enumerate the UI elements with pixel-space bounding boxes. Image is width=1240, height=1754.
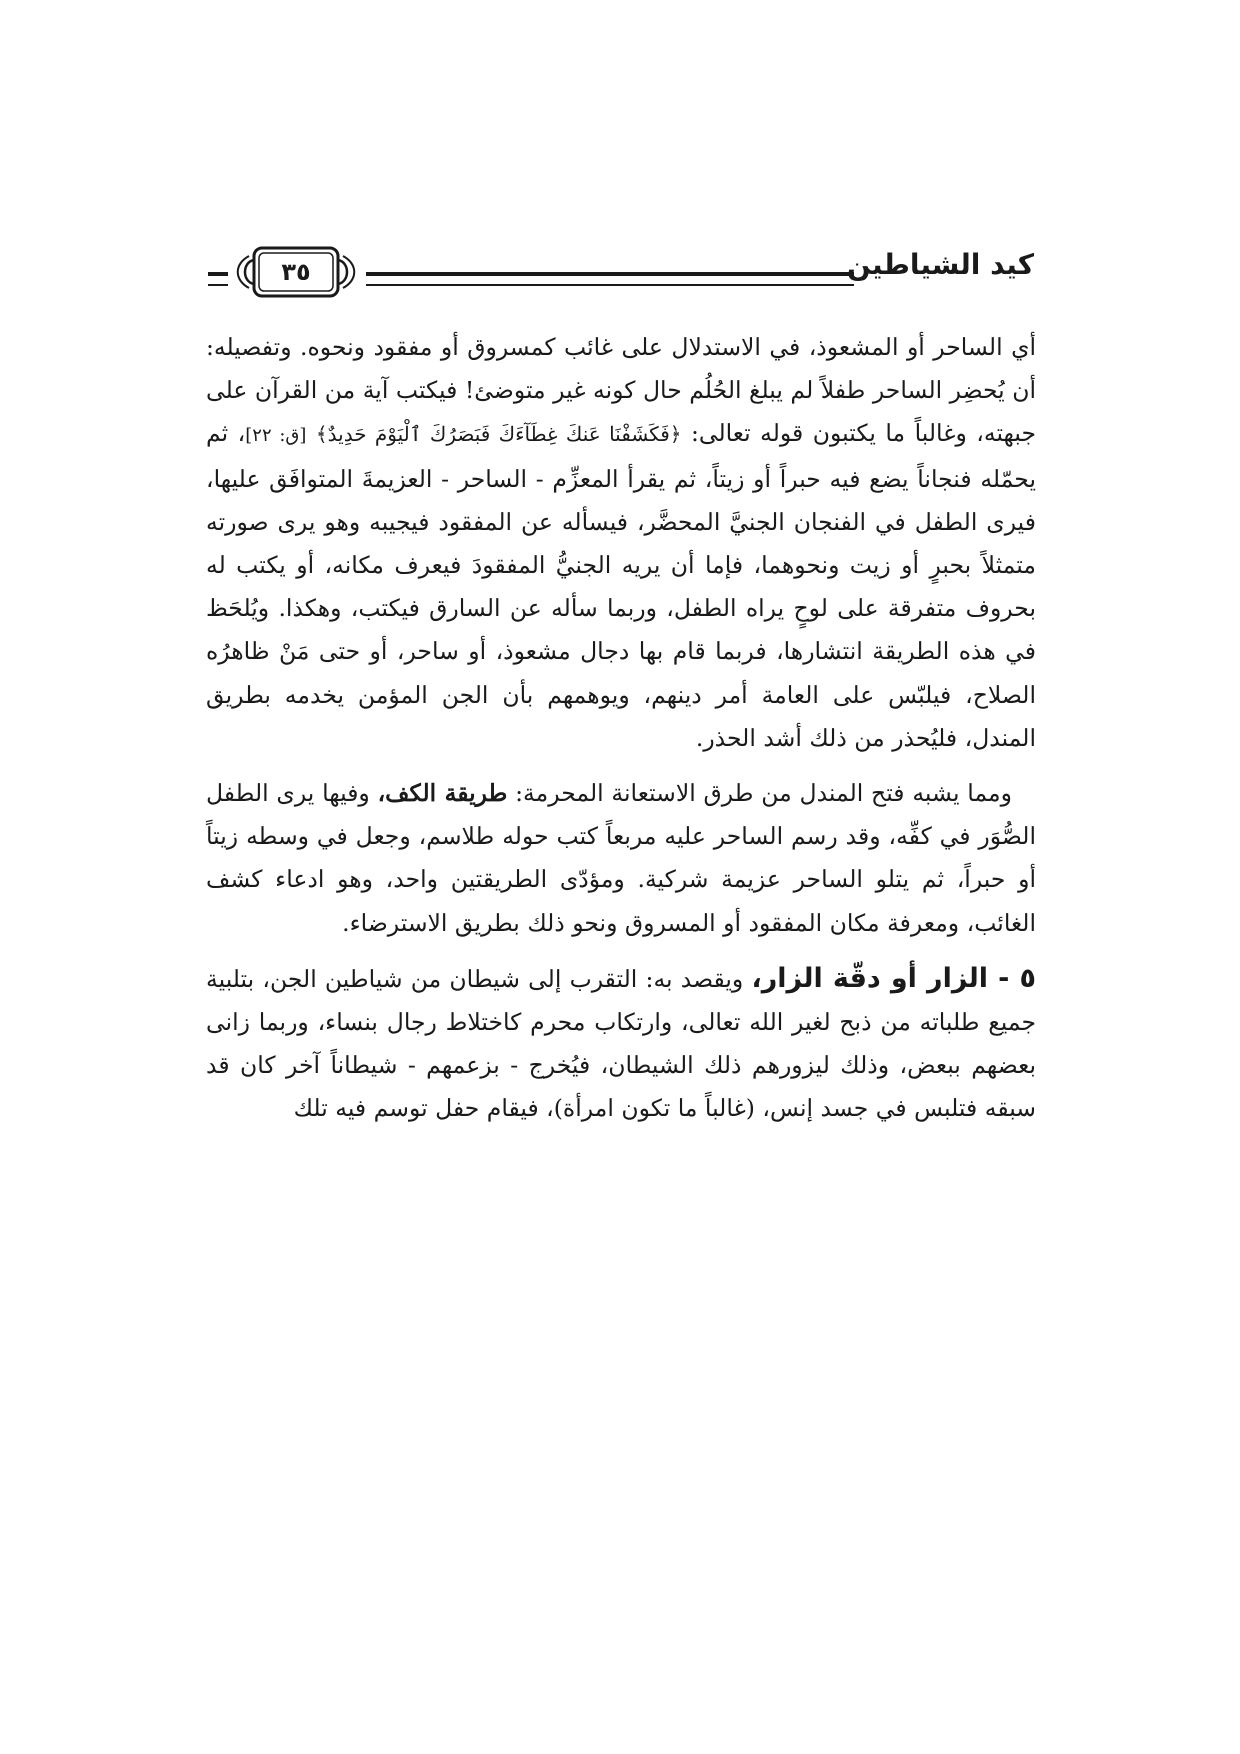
running-title: كيد الشياطين bbox=[846, 248, 1034, 281]
section-heading: الزار أو دقّة الزار، bbox=[751, 962, 989, 994]
verse-reference: [ق: ٢٢] bbox=[245, 425, 307, 447]
paragraph-text: ، ثم يحمّله فنجاناً يضع فيه حبراً أو زيتاً، ثم يقرأ المعزِّم - الساحر - العزيمةَ المتوافَق عليها، فيرى الطفل في الفنجان الجنيَّ المحضَّر، فيسأله عن المفقود فيجيبه وهو يرى صورته متمثلاً بحبرٍ أو زيت ونحوهما، فإما أن يريه الجنيُّ المفقودَ فيعرف مكانه، أو يكتب له بحروف متفرقة على لوحٍ يراه الطفل، وربما سأله عن السارق فيكتب، وهكذا. ويُلحَظ في هذه الطريقة انتشارها، فربما قام بها دجال مشعوذ، أو ساحر، أو حتى مَنْ ظاهرُه الصلاح، فيلبّس على العامة أمر دينهم، ويوهمهم بأن الجن المؤمن يخدمه بطريق المندل، فليُحذر من ذلك أشد الحذر. bbox=[206, 419, 1036, 752]
paragraph-text: ويقصد به: التقرب إلى شيطان من شياطين الجن، بتلبية جميع طلباته من ذبح لغير الله تعالى، وارتكاب محرم كاختلاط رجال بنساء، وربما زانى بعضهم ببعض، وذلك ليزورهم ذلك الشيطان، فيُخرج - بزعمهم - شيطاناً آخر كان قد سبقه فتلبس في جسد إنس، (غالباً ما تكون امرأة)، فيقام حفل توسم فيه تلك bbox=[206, 964, 1036, 1123]
paragraph-zar bbox=[206, 957, 1036, 1131]
section-number: ٥ - bbox=[988, 962, 1036, 994]
body-text bbox=[206, 326, 1036, 1143]
header-rule-left bbox=[208, 272, 228, 286]
page-number: ٣٥ bbox=[281, 258, 311, 286]
page-header bbox=[208, 242, 1034, 302]
quran-verse: ﴿فَكَشَفْنَا عَنكَ غِطَآءَكَ فَبَصَرُكَ ٱلْيَوْمَ حَدِيدٌ﴾ bbox=[315, 422, 682, 447]
bold-term: طريقة الكف، bbox=[377, 779, 508, 808]
paragraph-mandal bbox=[206, 326, 1036, 760]
paragraph-text: ومما يشبه فتح المندل من طرق الاستعانة المحرمة: bbox=[507, 779, 1012, 808]
paragraph-text: وفيها يرى الطفل الصُّوَر في كفِّه، وقد رسم الساحر عليه مربعاً كتب حوله طلاسم، وجعل في وسطه زيتاً أو حبراً، ثم يتلو الساحر عزيمة شركية. ومؤدّى الطريقتين واحد، وهو ادعاء كشف الغائب، ومعرفة مكان المفقود أو المسروق ونحو ذلك بطريق الاسترضاء. bbox=[206, 779, 1036, 937]
paragraph-kaff bbox=[206, 772, 1036, 945]
header-rule bbox=[366, 272, 854, 286]
paragraph-text: أي الساحر أو المشعوذ، في الاستدلال على غائب كمسروق أو مفقود ونحوه. وتفصيله: أن يُحضِر الساحر طفلاً لم يبلغ الحُلُم حال كونه غير متوضئ! فيكتب آية من القرآن على جبهته، وغالباً ما يكتبون قوله تعالى: bbox=[206, 333, 1036, 448]
